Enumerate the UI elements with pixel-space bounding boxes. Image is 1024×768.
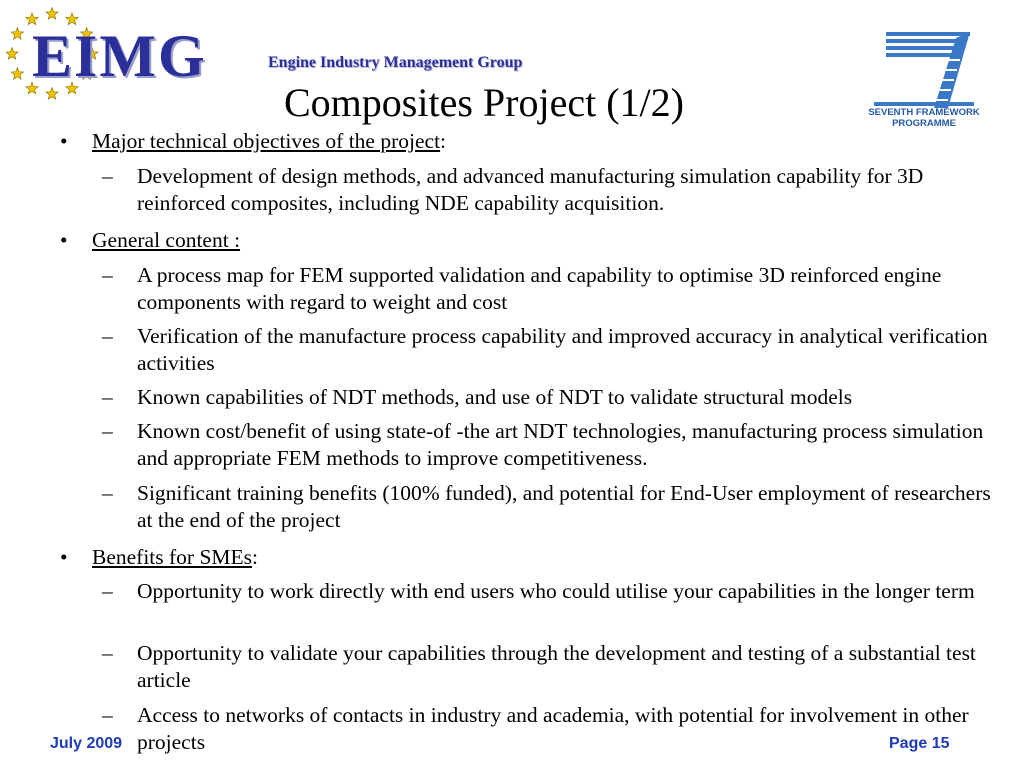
list-item: – Opportunity to work directly with end users who could utilise your capabilities in the longer term — [102, 579, 975, 603]
footer-date: July 2009 — [50, 735, 123, 752]
section-heading: • General content : — [60, 228, 241, 252]
organization-subtitle: Engine Industry Management Group — [268, 54, 523, 71]
section-heading: • Major technical objectives of the project: — [60, 129, 447, 153]
fp7-line2: PROGRAMME — [892, 117, 956, 129]
list-item: – Known cost/benefit of using state-of -the art NDT technologies, manufacturing process simulation and appropriate FEM methods to improve competitiveness. — [102, 419, 984, 470]
list-item: – Verification of the manufacture process capability and improved accuracy in analytical verification activities — [102, 324, 988, 375]
footer-page-number: Page 15 — [889, 735, 950, 752]
list-item: – Opportunity to validate your capabilities through the development and testing of a substantial test article — [102, 641, 976, 692]
list-item: – Development of design methods, and advanced manufacturing simulation capability for 3D reinforced composites, including NDE capability acquisition. — [102, 164, 924, 215]
fp7-line1: SEVENTH FRAMEWORK — [868, 107, 980, 118]
list-item: – Significant training benefits (100% funded), and potential for End-User employment of researchers at the end of the project — [102, 481, 991, 532]
star-icon — [11, 68, 23, 80]
star-icon — [6, 48, 18, 60]
list-item: – Access to networks of contacts in industry and academia, with potential for involvement in other projects — [102, 703, 969, 754]
section-heading: • Benefits for SMEs: — [60, 545, 259, 569]
list-item: – Known capabilities of NDT methods, and use of NDT to validate structural models — [102, 385, 853, 409]
star-icon — [46, 8, 58, 20]
list-item: – A process map for FEM supported validation and capability to optimise 3D reinforced engine components with regard to weight and cost — [102, 263, 942, 314]
fp7-caption — [864, 108, 984, 129]
logo-letters: EIMG — [32, 23, 207, 89]
star-icon — [11, 28, 23, 40]
slide-title: Composites Project (1/2) — [284, 80, 684, 125]
